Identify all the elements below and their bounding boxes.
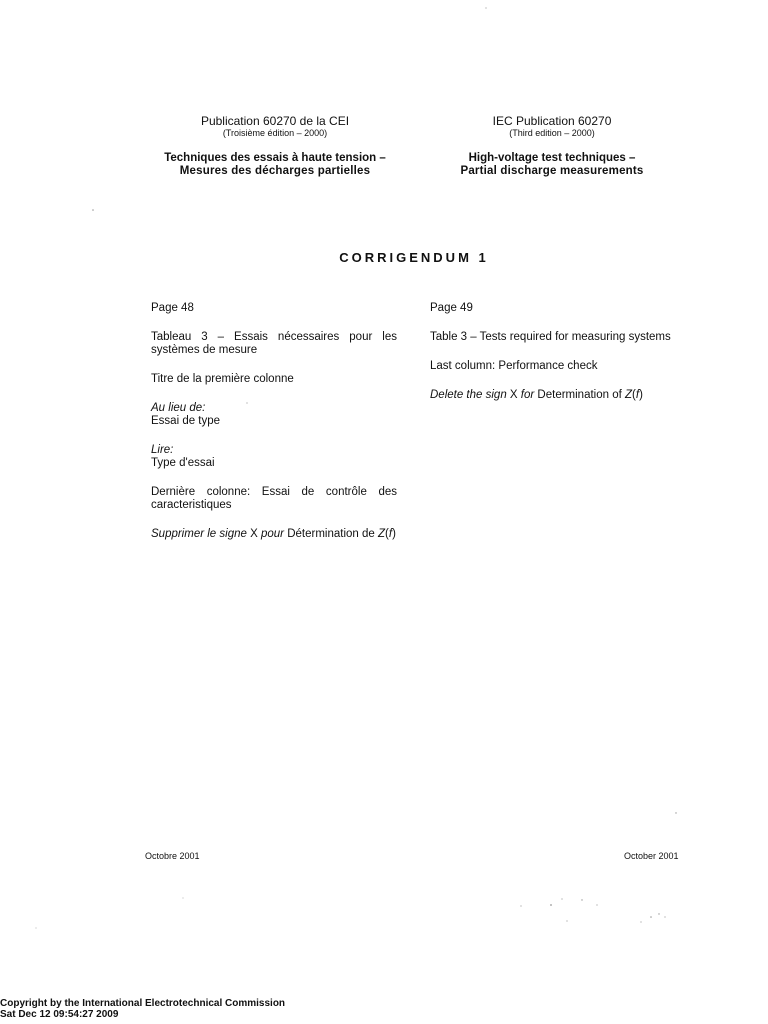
first-column-fr: Titre de la première colonne — [151, 373, 294, 385]
page-ref-en: Page 49 — [430, 302, 473, 314]
function-z-fr: Z — [377, 528, 386, 540]
column-french — [151, 302, 397, 541]
page-ref-fr: Page 48 — [151, 302, 194, 314]
edition-en: (Third edition – 2000) — [509, 128, 595, 138]
timestamp-line: Sat Dec 12 09:54:27 2009 — [0, 1008, 119, 1020]
copyright-footer — [0, 999, 285, 1020]
document-title-en: High-voltage test techniques – — [468, 152, 636, 164]
header-english — [402, 114, 702, 178]
delete-sign-en: X — [509, 389, 518, 401]
delete-sign-fr: X — [250, 528, 258, 540]
delete-for-fr: pour — [260, 528, 284, 540]
last-column-en: Last column: Performance check — [430, 360, 598, 372]
header-french — [125, 114, 425, 178]
delete-target-en: Determination of — [537, 389, 622, 401]
read-value-fr: Type d'essai — [151, 457, 215, 469]
document-subtitle-fr: Mesures des décharges partielles — [179, 165, 371, 177]
corrigendum-heading: CORRIGENDUM 1 — [339, 250, 489, 265]
delete-prefix-en: Delete the sign — [430, 389, 507, 401]
delete-target-fr: Détermination de — [287, 528, 375, 540]
function-arg-en: f — [635, 389, 640, 401]
instead-of-value-fr: Essai de type — [151, 415, 221, 427]
date-fr: Octobre 2001 — [145, 851, 200, 861]
edition-fr: (Troisième édition – 2000) — [222, 128, 328, 138]
publication-title-fr: Publication 60270 de la CEI — [200, 114, 350, 128]
function-arg-fr: f — [388, 528, 393, 540]
read-label-fr: Lire: — [151, 444, 174, 456]
last-column-fr: Dernière colonne: Essai de contrôle des caracteristiques — [151, 486, 397, 511]
column-english — [430, 302, 676, 402]
date-en: October 2001 — [624, 851, 679, 861]
table-ref-en: Table 3 – Tests required for measuring systems — [430, 331, 671, 343]
delete-prefix-fr: Supprimer le signe — [151, 528, 247, 540]
publication-title-en: IEC Publication 60270 — [492, 114, 612, 128]
copyright-line: Copyright by the International Electrotechnical Commission — [0, 998, 286, 1009]
function-z-en: Z — [625, 389, 633, 401]
delete-instruction-fr: Supprimer le signe X pour Détermination de Z(f) — [151, 528, 396, 540]
table-ref-fr: Tableau 3 – Essais nécessaires pour les systèmes de mesure — [151, 331, 397, 356]
document-subtitle-en: Partial discharge measurements — [460, 165, 644, 177]
instead-of-label-fr: Au lieu de: — [151, 402, 206, 414]
document-title-fr: Techniques des essais à haute tension – — [164, 152, 386, 164]
delete-instruction-en: Delete the sign X for Determination of Z(f) — [430, 389, 643, 401]
delete-for-en: for — [520, 389, 535, 401]
